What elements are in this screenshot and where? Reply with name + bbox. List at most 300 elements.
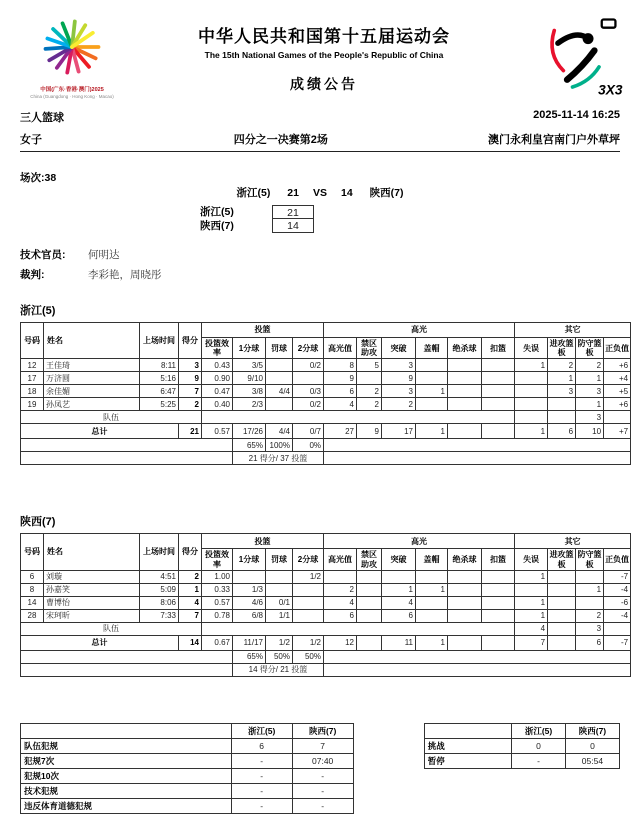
col-header-key-assist: 禁区助攻 [357,338,382,359]
extra-header-zhejiang: 浙江(5) [512,723,566,738]
stat-2pt: 1/2 [293,570,324,583]
match-line [0,170,640,199]
stat-buzzer-beater [448,570,482,583]
fouls-row-label: 犯规10次 [21,768,232,783]
col-header-buzzer-beater: 绝杀球 [448,549,482,570]
col-header-1pt: 1分球 [233,338,266,359]
stat-drive: 9 [382,372,416,385]
player-time: 4:51 [140,570,179,583]
technical-official-line [20,247,620,262]
player-row [21,359,631,372]
stat-def-rebound: 2 [576,609,604,622]
stat-buzzer-beater [448,359,482,372]
stat-turnover: 1 [515,359,548,372]
shooting-note-row [21,452,631,465]
group-header-shooting: 投篮 [202,323,324,338]
stat-key-assist [357,583,382,596]
fouls-row-label: 犯规7次 [21,753,232,768]
fouls-row [21,753,354,768]
stat-highlight-value: 8 [324,359,357,372]
stat-highlight-value [324,570,357,583]
extra-value-zhejiang: 0 [512,738,566,753]
vs-label: VS [312,187,327,199]
games-logo [16,12,128,99]
player-number: 8 [21,583,44,596]
player-points: 3 [179,359,202,372]
total-1pt: 17/26 [233,424,266,439]
team-off-rebound [548,411,576,424]
stat-drive: 4 [382,596,416,609]
fouls-value-zhejiang: 6 [231,738,292,753]
stat-def-rebound: 2 [576,359,604,372]
stat-block [416,570,448,583]
page-title: 中华人民共和国第十五届运动会 [198,27,450,46]
player-points: 9 [179,372,202,385]
home-score: 21 [287,187,299,199]
bottom-tables [20,723,620,814]
stat-2pt: 0/2 [293,398,324,411]
stat-drive: 3 [382,359,416,372]
stat-dunk [482,596,515,609]
stat-efficiency: 0.33 [202,583,233,596]
col-header-block: 盖帽 [416,338,448,359]
stat-buzzer-beater [448,596,482,609]
total-key-assist [357,635,382,650]
col-header-key-assist: 禁区助攻 [357,549,382,570]
total-label: 总计 [21,635,179,650]
match-number: 场次:38 [20,172,57,184]
fouls-header-blank [21,723,232,738]
pct-freethrow: 100% [266,439,293,452]
total-turnover: 1 [515,424,548,439]
header-divider [20,151,620,152]
fouls-value-shaanxi: - [292,798,353,813]
note-spacer [324,452,631,465]
stat-def-rebound: 1 [576,398,604,411]
stat-buzzer-beater [448,583,482,596]
col-header-buzzer-beater: 绝杀球 [448,338,482,359]
stat-off-rebound [548,596,576,609]
page-subtitle: The 15th National Games of the People's Republic of China [204,50,444,60]
group-header-other: 其它 [515,323,631,338]
stat-drive: 2 [382,398,416,411]
player-number: 6 [21,570,44,583]
stat-buzzer-beater [448,372,482,385]
meta-row-sport-date [0,109,640,125]
stat-drive: 3 [382,385,416,398]
stat-efficiency: 0.90 [202,372,233,385]
extra-row-label: 挑战 [424,738,511,753]
extra-header-blank [424,723,511,738]
total-efficiency: 0.67 [202,635,233,650]
col-header-off-rebound: 进攻篮板 [549,339,574,358]
stat-dunk [482,385,515,398]
total-row [21,424,631,439]
stat-turnover [515,583,548,596]
stat-plus-minus: -7 [604,570,631,583]
total-freethrow: 4/4 [266,424,293,439]
fouls-row [21,798,354,813]
stat-freethrow: 0/1 [266,596,293,609]
venue-label: 澳门永利皇宫南门户外草坪 [488,134,620,146]
shooting-note: 14 得分/ 21 投篮 [233,663,324,676]
report-datetime: 2025-11-14 16:25 [533,109,620,121]
stat-freethrow [266,359,293,372]
player-number: 14 [21,596,44,609]
stat-plus-minus: -4 [604,583,631,596]
stat-1pt: 2/3 [233,398,266,411]
group-header-other: 其它 [515,534,631,549]
stat-buzzer-beater [448,398,482,411]
total-highlight-value: 12 [324,635,357,650]
stat-dunk [482,372,515,385]
player-time: 6:47 [140,385,179,398]
stat-drive: 1 [382,583,416,596]
stat-2pt [293,372,324,385]
stat-2pt [293,596,324,609]
stat-plus-minus: +4 [604,372,631,385]
stat-block [416,596,448,609]
col-header-dunk: 扣篮 [482,549,515,570]
player-number: 18 [21,385,44,398]
stat-buzzer-beater [448,609,482,622]
stat-off-rebound: 2 [548,359,576,372]
stat-plus-minus: +6 [604,398,631,411]
stat-def-rebound: 1 [576,583,604,596]
stat-highlight-value: 6 [324,385,357,398]
col-header-plus-minus: 正负值 [604,338,631,359]
stat-plus-minus: -6 [604,596,631,609]
col-header-off-rebound: 进攻篮板 [549,550,574,569]
pct-spacer [21,650,233,663]
fouls-row-label: 违反体育道德犯规 [21,798,232,813]
score-box-score: 21 [272,205,314,219]
stat-block [416,398,448,411]
stat-block: 1 [416,583,448,596]
fouls-value-shaanxi: - [292,783,353,798]
pct-spacer [324,650,631,663]
stat-def-rebound [576,596,604,609]
pct-1pt: 65% [233,439,266,452]
extra-value-shaanxi: 05:54 [565,753,619,768]
score-box-team: 陕西(7) [200,220,234,232]
team-title-zhejiang: 浙江(5) [20,305,56,317]
player-points: 7 [179,385,202,398]
fouls-row [21,783,354,798]
note-spacer [21,663,233,676]
total-drive: 11 [382,635,416,650]
col-header-plus-minus: 正负值 [604,549,631,570]
stats-header-groups [21,323,631,338]
pct-2pt: 0% [293,439,324,452]
stats-table-shaanxi [20,533,631,676]
stat-highlight-value: 2 [324,583,357,596]
fouls-row-label: 技术犯规 [21,783,232,798]
total-def-rebound: 6 [576,635,604,650]
col-header-def-rebound: 防守篮板 [577,550,602,569]
stat-2pt: 0/2 [293,359,324,372]
score-box [200,205,640,233]
stat-block: 1 [416,385,448,398]
total-points: 21 [179,424,202,439]
stat-2pt: 0/3 [293,385,324,398]
meta-row-event [0,131,640,147]
stat-off-rebound [548,570,576,583]
percentage-row [21,439,631,452]
col-header-time: 上场时间 [140,323,179,359]
fouls-header-zhejiang: 浙江(5) [231,723,292,738]
col-header-highlight-value: 高光值 [324,338,357,359]
col-header-freethrow: 罚球 [266,338,293,359]
player-row [21,609,631,622]
total-buzzer-beater [448,635,482,650]
col-header-drive: 突破 [382,549,416,570]
stats-header-groups [21,534,631,549]
stat-efficiency: 0.43 [202,359,233,372]
player-row [21,398,631,411]
challenge-timeout-table [424,723,620,769]
player-name: 万济圆 [44,372,140,385]
extra-value-zhejiang: - [512,753,566,768]
player-name: 刘璇 [44,570,140,583]
page-header [0,0,640,103]
total-block: 1 [416,635,448,650]
stat-key-assist: 5 [357,359,382,372]
stat-turnover [515,372,548,385]
stat-drive: 6 [382,609,416,622]
player-number: 28 [21,609,44,622]
team-def-rebound: 3 [576,411,604,424]
total-dunk [482,424,515,439]
stat-efficiency: 0.40 [202,398,233,411]
team-title-shaanxi: 陕西(7) [20,516,56,529]
stat-highlight-value: 4 [324,398,357,411]
score-box-team: 浙江(5) [200,206,234,218]
player-time: 7:33 [140,609,179,622]
total-off-rebound: 6 [548,424,576,439]
player-points: 2 [179,570,202,583]
total-key-assist: 9 [357,424,382,439]
stat-freethrow [266,398,293,411]
gender-label: 女子 [20,134,42,146]
pct-2pt: 50% [293,650,324,663]
stat-1pt: 9/10 [233,372,266,385]
team-turnover [515,411,548,424]
extra-header-row [424,723,619,738]
col-header-2pt: 2分球 [293,549,324,570]
extra-value-shaanxi: 0 [565,738,619,753]
player-name: 王佳琦 [44,359,140,372]
stat-plus-minus: +5 [604,385,631,398]
score-box-row [200,219,640,233]
total-label: 总计 [21,424,179,439]
team-row-label: 队伍 [21,411,202,424]
stat-turnover: 1 [515,596,548,609]
player-row [21,372,631,385]
technical-official-name: 何明达 [88,249,120,261]
shooting-note: 21 得分/ 37 投篮 [233,452,324,465]
stat-key-assist: 2 [357,398,382,411]
stat-plus-minus: +6 [604,359,631,372]
stat-1pt: 3/5 [233,359,266,372]
player-time: 5:16 [140,372,179,385]
total-off-rebound [548,635,576,650]
player-name: 孙凤艺 [44,398,140,411]
col-header-name: 姓名 [44,323,140,359]
team-row-spacer [202,411,515,424]
sport-label: 三人篮球 [20,112,64,124]
player-points: 1 [179,583,202,596]
group-header-shooting: 投篮 [202,534,324,549]
technical-official-label: 技术官员: [20,249,66,261]
stat-off-rebound [548,398,576,411]
stat-1pt: 3/8 [233,385,266,398]
team-turnover: 4 [515,622,548,635]
referees-names: 李彩艳，周晓彤 [88,269,162,281]
player-name: 余佳媚 [44,385,140,398]
fouls-value-shaanxi: 7 [292,738,353,753]
pct-1pt: 65% [233,650,266,663]
fouls-value-shaanxi: 07:40 [292,753,353,768]
col-header-time: 上场时间 [140,534,179,570]
total-2pt: 1/2 [293,635,324,650]
stat-off-rebound [548,583,576,596]
player-row [21,570,631,583]
stats-table-zhejiang [20,322,631,465]
total-drive: 17 [382,424,416,439]
extra-row-label: 暂停 [424,753,511,768]
col-header-points: 得分 [179,323,202,359]
fouls-row [21,738,354,753]
col-header-freethrow: 罚球 [266,549,293,570]
stat-freethrow [266,570,293,583]
team-row-spacer [202,622,515,635]
player-time: 5:25 [140,398,179,411]
stat-turnover: 1 [515,609,548,622]
extra-row [424,738,619,753]
total-buzzer-beater [448,424,482,439]
games-logo-caption-en: China (Guangdong · Hong Kong · Macao) [30,93,114,99]
fouls-value-shaanxi: - [292,768,353,783]
col-header-drive: 突破 [382,338,416,359]
total-plus-minus: +7 [604,424,631,439]
col-header-turnover: 失误 [515,549,548,570]
games-flower-logo-icon [24,12,120,82]
fouls-row [21,768,354,783]
stat-2pt [293,583,324,596]
stat-efficiency: 1.00 [202,570,233,583]
player-name: 孙嘉笑 [44,583,140,596]
col-header-number: 号码 [21,534,44,570]
stat-key-assist [357,609,382,622]
score-box-row [200,205,640,219]
stat-freethrow [266,372,293,385]
total-2pt: 0/7 [293,424,324,439]
player-time: 5:09 [140,583,179,596]
stat-turnover [515,385,548,398]
stat-dunk [482,570,515,583]
note-spacer [21,452,233,465]
team-plus-minus [604,411,631,424]
stat-turnover [515,398,548,411]
stat-key-assist: 2 [357,385,382,398]
player-name: 宋珂昕 [44,609,140,622]
pct-freethrow: 50% [266,650,293,663]
player-time: 8:11 [140,359,179,372]
stat-dunk [482,398,515,411]
team-row [21,622,631,635]
stat-block [416,609,448,622]
col-header-highlight-value: 高光值 [324,549,357,570]
group-header-highlight: 高光 [324,534,515,549]
matchup [0,185,640,200]
total-1pt: 11/17 [233,635,266,650]
stat-2pt [293,609,324,622]
total-def-rebound: 10 [576,424,604,439]
player-row [21,385,631,398]
player-number: 19 [21,398,44,411]
stat-key-assist [357,596,382,609]
stat-block [416,372,448,385]
away-team: 陕西(7) [369,187,404,199]
total-freethrow: 1/2 [266,635,293,650]
stat-efficiency: 0.47 [202,385,233,398]
col-header-1pt: 1分球 [233,549,266,570]
games-logo-caption-cn: 中国(广东·香港·澳门)2025 [40,87,104,93]
fouls-header-row [21,723,354,738]
stat-dunk [482,609,515,622]
team-row-label: 队伍 [21,622,202,635]
stat-off-rebound: 3 [548,385,576,398]
stat-def-rebound: 1 [576,372,604,385]
player-row [21,596,631,609]
referees-label: 裁判: [20,269,45,281]
stat-turnover: 1 [515,570,548,583]
fouls-header-shaanxi: 陕西(7) [292,723,353,738]
fouls-value-zhejiang: - [231,783,292,798]
home-team: 浙江(5) [236,187,271,199]
stat-key-assist [357,372,382,385]
officials-block [20,247,620,282]
stat-buzzer-beater [448,385,482,398]
percentage-row [21,650,631,663]
extra-row [424,753,619,768]
stat-freethrow [266,583,293,596]
stat-highlight-value: 9 [324,372,357,385]
player-number: 17 [21,372,44,385]
col-header-efficiency: 投篮效率 [202,338,233,359]
stat-efficiency: 0.57 [202,596,233,609]
stat-dunk [482,583,515,596]
total-points: 14 [179,635,202,650]
player-points: 4 [179,596,202,609]
total-block: 1 [416,424,448,439]
col-header-number: 号码 [21,323,44,359]
group-header-highlight: 高光 [324,323,515,338]
phase-label: 四分之一决赛第2场 [233,134,328,146]
total-turnover: 7 [515,635,548,650]
sport-3x3-logo [520,12,624,103]
stat-off-rebound [548,609,576,622]
stat-freethrow: 4/4 [266,385,293,398]
basketball-3x3-icon [532,14,624,98]
total-highlight-value: 27 [324,424,357,439]
stat-1pt: 1/3 [233,583,266,596]
col-header-dunk: 扣篮 [482,338,515,359]
referees-line [20,267,620,282]
fouls-value-zhejiang: - [231,768,292,783]
team-off-rebound [548,622,576,635]
